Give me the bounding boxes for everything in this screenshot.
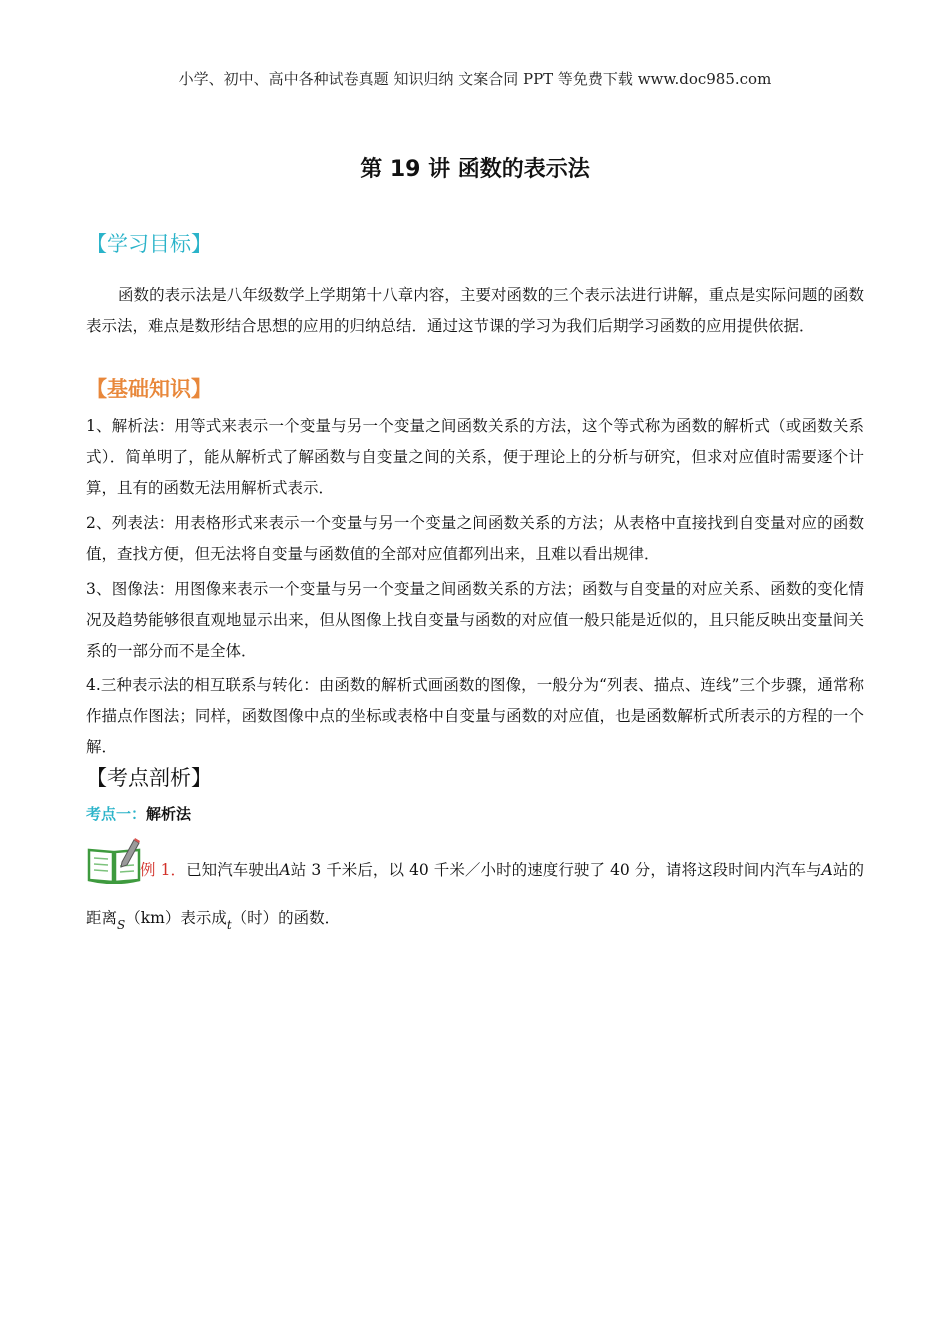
example-label: 例 1． [140,861,187,879]
example-text-2: 站 3 千米后，以 40 千米／小时的速度行驶了 40 分，请将这段时间内汽车与 [290,861,822,879]
kaodian-tag: 考点一： [86,805,147,823]
basics-item-1: 1、解析法：用等式来表示一个变量与另一个变量之间函数关系的方法，这个等式称为函数的解析式（或函数关系式）．简单明了，能从解析式了解函数与自变量之间的关系，便于理论上的分析与研究，但求对应值时需要逐个计算，且有的函数无法用解析式表示． [86,417,864,497]
lesson-title: 第 19 讲 函数的表示法 [360,157,590,182]
var-t: t [226,918,232,932]
var-a-2: A [821,861,833,879]
goals-heading: 【学习目标】 [86,232,212,256]
page-header: 小学、初中、高中各种试卷真题 知识归纳 文案合同 PPT 等免费下载 www.doc985.com [178,70,772,88]
var-a: A [279,861,291,879]
example-text-5: （时）的函数． [231,909,341,927]
basics-item-2: 2、列表法：用表格形式来表示一个变量与另一个变量之间函数关系的方法；从表格中直接找到自变量对应的函数值，查找方便，但无法将自变量与函数值的全部对应值都列出来，且难以看出规律． [86,514,864,563]
var-s: S [117,918,126,932]
basics-item-4: 4.三种表示法的相互联系与转化：由函数的解析式画函数的图像，一般分为“列表、描点、连线”三个步骤，通常称作描点作图法；同样，函数图像中点的坐标或表格中自变量与函数的对应值，也是函数解析式所表示的方程的一个解． [86,676,864,756]
example-1 [86,846,864,949]
analysis-heading: 【考点剖析】 [86,766,212,790]
kaodian-heading [86,803,191,824]
example-text-1: 已知汽车驶出 [186,861,280,879]
kaodian-name: 解析法 [146,805,192,823]
basics-item-3: 3、图像法：用图像来表示一个变量与另一个变量之间函数关系的方法；函数与自变量的对应关系、函数的变化情况及趋势能够很直观地显示出来，但从图像上找自变量与函数的对应值一般只能是近似的，且只能反映出变量间关系的一部分而不是全体． [86,580,864,660]
example-text-4: （km）表示成 [125,909,227,927]
example-text-3: 站的距离 [86,861,864,927]
goals-text: 函数的表示法是八年级数学上学期第十八章内容，主要对函数的三个表示法进行讲解，重点是实际问题的函数表示法，难点是数形结合思想的应用的归纳总结．通过这节课的学习为我们后期学习函数的应用提供依据． [86,286,864,335]
basics-heading: 【基础知识】 [86,376,212,401]
